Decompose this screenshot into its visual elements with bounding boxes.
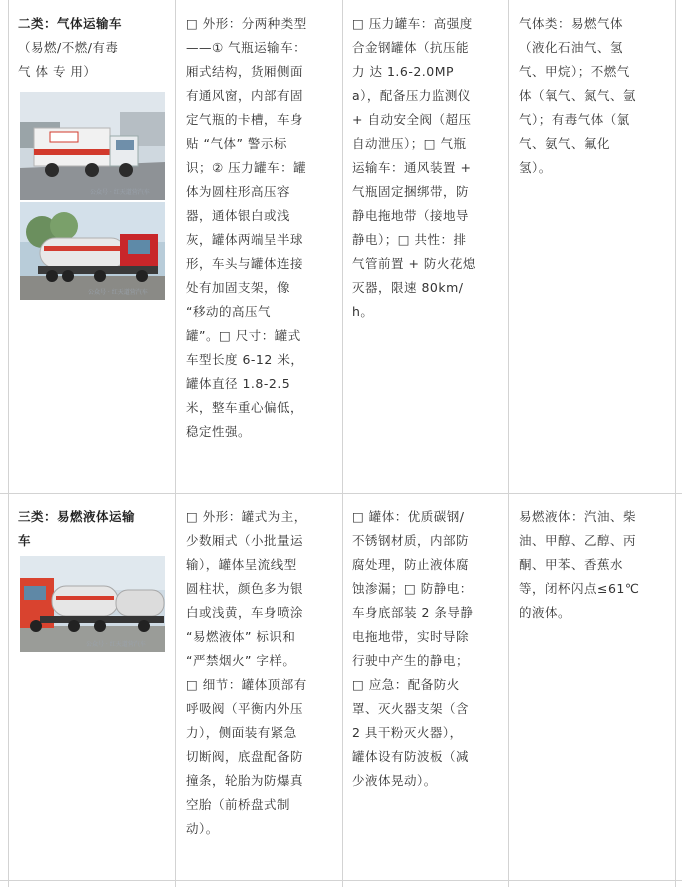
- photo-watermark: 公众号 · 红天道营汽车: [90, 189, 150, 196]
- gas-cargo-cell: [519, 12, 671, 180]
- row-gas-transport-category-cell: [18, 12, 170, 84]
- row-divider: [0, 880, 682, 881]
- safety-text: □ 压力罐车：高强度 合金钢罐体（抗压能 力 达 1.6-2.0MP a），配备压力监测仪 + 自动安全阀（超压 自动泄压）；□ 气瓶 运输车：通风装置 + 气瓶固定捆绑带，防 静电拖地带（接地导 静电）；□ 共性：排 气管前置 + 防火花熄 灭器，限速 80km/ h。: [352, 16, 476, 319]
- category-subtitle: （易燃/不燃/有毒 气 体 专 用）: [18, 40, 119, 79]
- safety-text: □ 罐体：优质碳钢/ 不锈钢材质，内部防 腐处理，防止液体腐 蚀渗漏；□ 防静电： 车身底部装 2 条导静 电拖地带，实时导除 行驶中产生的静电； □ 应急：配备防火 罩、灭火器支架（含 2 具干粉灭火器）， 罐体设有防波板（减 少液体晃动）。: [352, 509, 474, 788]
- gas-safety-cell: [352, 12, 504, 324]
- table-border-left: [8, 0, 9, 887]
- cargo-text: 气体类：易燃气体 （液化石油气、氢 气、甲烷）；不燃气 体（氧气、氮气、氩 气）；有毒气体（氯 气、氨气、氟化 氢）。: [519, 16, 637, 175]
- photo-watermark: 公众号 · 红天道营汽车: [86, 641, 146, 648]
- liquid-cargo-cell: [519, 505, 671, 625]
- cargo-text: 易燃液体：汽油、柴 油、甲醇、乙醇、丙 酮、甲苯、香蕉水 等，闭杯闪点≤61℃ 的液体。: [519, 509, 640, 620]
- row-flammable-liquid-category-cell: [18, 505, 170, 553]
- category-title: 二类：气体运输车: [18, 16, 123, 31]
- gas-cylinder-truck-photo: [20, 92, 165, 200]
- photo-watermark: 公众号 · 红天道营汽车: [88, 289, 148, 296]
- gas-appearance-cell: [186, 12, 338, 444]
- pressure-tank-truck-photo: [20, 202, 165, 300]
- appearance-text: □ 外形：罐式为主， 少数厢式（小批量运 输），罐体呈流线型 圆柱状，颜色多为银 白或浅黄，车身喷涂 “易燃液体” 标识和 “严禁烟火” 字样。 □ 细节：罐体顶部有 呼吸阀（平衡内外压 力），侧面装有紧急 切断阀，底盘配备防 撞条，轮胎为防爆真 空胎（前桥盘式制 动）。: [186, 509, 307, 836]
- table-border-right: [675, 0, 676, 887]
- flammable-liquid-tank-truck-photo: [20, 556, 165, 652]
- liquid-appearance-cell: [186, 505, 338, 841]
- column-divider: [175, 0, 176, 887]
- liquid-safety-cell: [352, 505, 504, 793]
- appearance-text: □ 外形：分两种类型 ——① 气瓶运输车： 厢式结构，货厢侧面 有通风窗，内部有固 定气瓶的卡槽，车身 贴 “气体” 警示标 识；② 压力罐车：罐 体为圆柱形高压容 器，通体银白或浅 灰，罐体两端呈半球 形，车头与罐体连接 处有加固支架，像 “移动的高压气 罐”。□ 尺寸：罐式 车型长度 6-12 米， 罐体直径 1.8-2.5 米，整车重心偏低， 稳定性强。: [186, 16, 307, 439]
- column-divider: [508, 0, 509, 887]
- category-title: 三类：易燃液体运输 车: [18, 509, 136, 548]
- column-divider: [342, 0, 343, 887]
- row-divider: [0, 493, 682, 494]
